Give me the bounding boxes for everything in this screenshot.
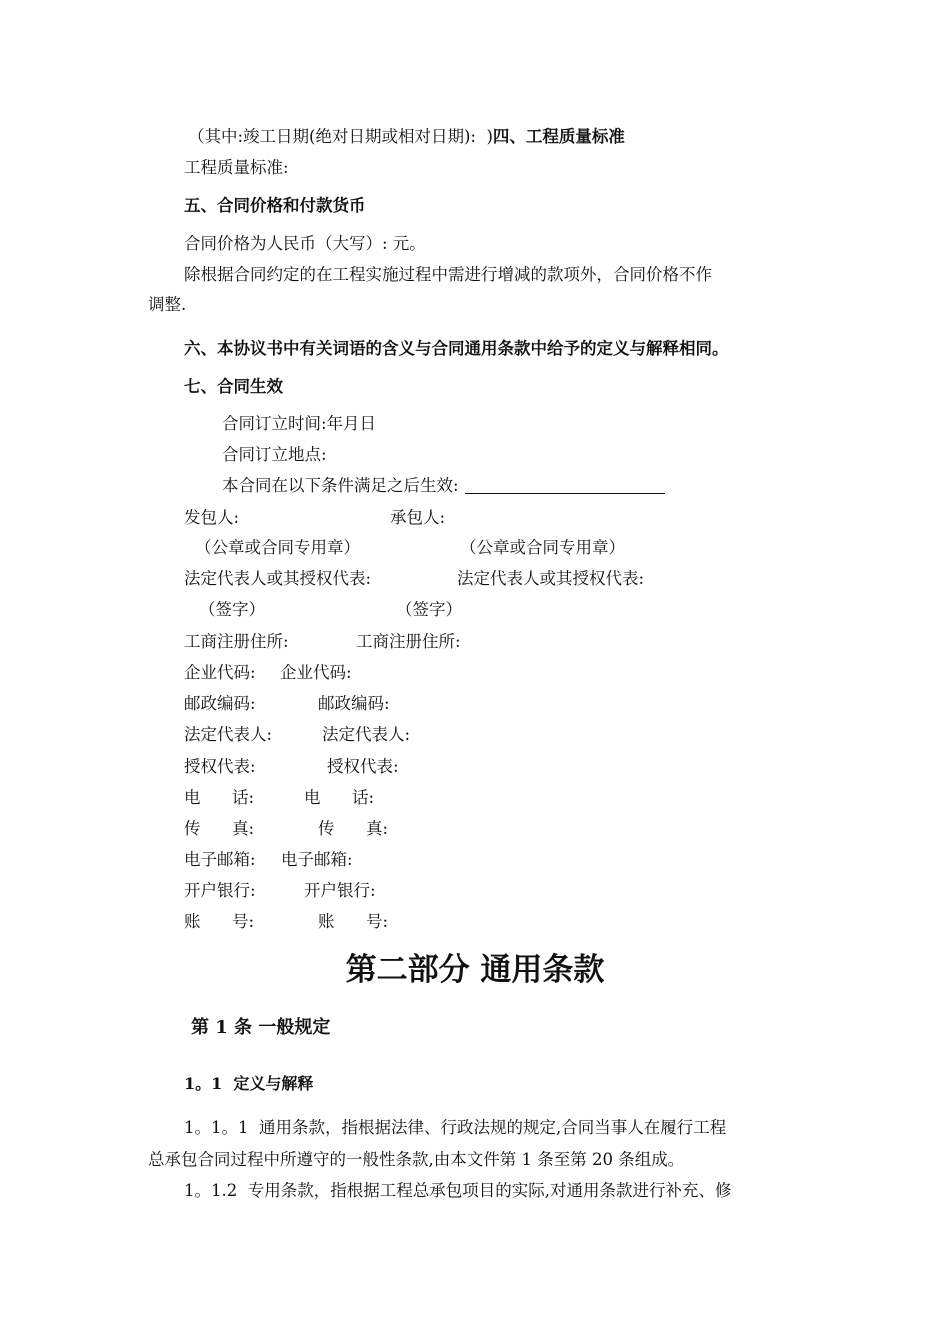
contract-sign-place: 合同订立地点: [222, 445, 327, 464]
contractor-bank: 开户银行: [304, 881, 376, 900]
contractor-label: 承包人: [390, 508, 446, 527]
employer-label: 发包人: [184, 508, 240, 527]
employer-fax: 传 真: [184, 819, 255, 838]
employer-legal-rep: 法定代表人: [184, 725, 273, 744]
subsection-1-1-heading: 1。1 定义与解释 [184, 1074, 314, 1093]
part2-title: 第二部分 通用条款 [345, 952, 605, 988]
contractor-signature: （签字） [396, 600, 462, 619]
employer-phone: 电 话: [184, 788, 255, 807]
employer-postal-code: 邮政编码: [184, 694, 256, 713]
contractor-authorized-rep: 授权代表: [327, 757, 399, 776]
contract-price: 合同价格为人民币（大写）: 元。 [184, 234, 426, 253]
price-adjust-line-1: 除根据合同约定的在工程实施过程中需进行增减的款项外，合同价格不作 [184, 265, 712, 284]
contractor-enterprise-code: 企业代码: [280, 663, 352, 682]
completion-date-note: （其中:竣工日期(绝对日期或相对日期): ) [188, 127, 493, 146]
contractor-address: 工商注册住所: [356, 632, 461, 651]
employer-account: 账 号: [184, 912, 255, 931]
contractor-account: 账 号: [318, 912, 389, 931]
article1-heading: 第 1 条 一般规定 [191, 1017, 331, 1038]
section7-heading: 七、合同生效 [184, 377, 283, 396]
section5-heading: 五、合同价格和付款货币 [184, 196, 366, 215]
effective-condition-blank [465, 477, 665, 494]
quality-standard: 工程质量标准: [184, 158, 289, 177]
section4-heading: 四、工程质量标准 [492, 127, 625, 146]
section6-heading: 六、本协议书中有关词语的含义与合同通用条款中给予的定义与解释相同。 [184, 339, 729, 358]
contract-sign-time: 合同订立时间:年月日 [222, 414, 377, 433]
contractor-email: 电子邮箱: [281, 850, 353, 869]
contractor-phone: 电 话: [304, 788, 375, 807]
employer-address: 工商注册住所: [184, 632, 289, 651]
contractor-representative: 法定代表人或其授权代表: [457, 569, 645, 588]
effective-condition-line [222, 475, 665, 497]
completion-date-line [188, 126, 625, 148]
contractor-seal: （公章或合同专用章） [460, 538, 625, 557]
employer-enterprise-code: 企业代码: [184, 663, 256, 682]
effective-condition-label: 本合同在以下条件满足之后生效: [222, 476, 459, 495]
clause-1-1-1-line-2: 总承包合同过程中所遵守的一般性条款,由本文件第 1 条至第 20 条组成。 [148, 1150, 685, 1169]
clause-1-1-2-line-1: 1。1.2 专用条款，指根据工程总承包项目的实际,对通用条款进行补充、修 [184, 1181, 732, 1200]
contractor-legal-rep: 法定代表人: [322, 725, 411, 744]
employer-bank: 开户银行: [184, 881, 256, 900]
clause-1-1-1-line-1: 1。1。1 通用条款，指根据法律、行政法规的规定,合同当事人在履行工程 [184, 1118, 727, 1137]
contractor-postal-code: 邮政编码: [318, 694, 390, 713]
employer-authorized-rep: 授权代表: [184, 757, 256, 776]
employer-representative: 法定代表人或其授权代表: [184, 569, 372, 588]
price-adjust-line-2: 调整. [148, 295, 187, 314]
employer-seal: （公章或合同专用章） [195, 538, 360, 557]
contractor-fax: 传 真: [318, 819, 389, 838]
employer-signature: （签字） [199, 600, 265, 619]
employer-email: 电子邮箱: [184, 850, 256, 869]
